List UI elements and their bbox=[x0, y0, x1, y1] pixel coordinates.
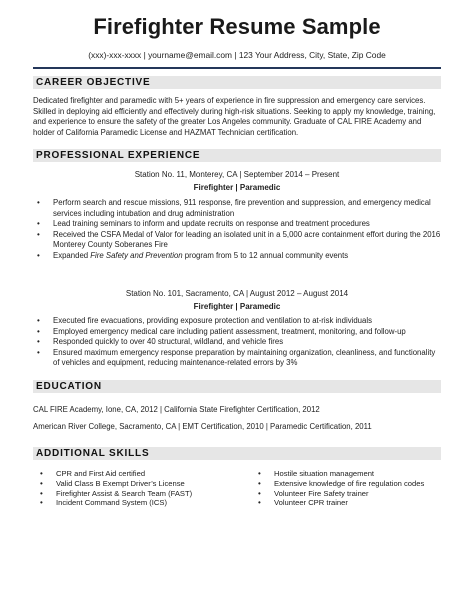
section-title-education: EDUCATION bbox=[36, 381, 102, 392]
skill-item: • Valid Class B Exempt Driver’s License bbox=[40, 479, 192, 489]
skill-item: • CPR and First Aid certified bbox=[40, 469, 192, 479]
job-2-bullets bbox=[37, 316, 441, 369]
list-item: • Executed fire evacuations, providing exposure protection and ventilation to at-risk individuals bbox=[37, 316, 441, 327]
job-1-bullets bbox=[37, 198, 441, 262]
section-header-skills bbox=[33, 447, 441, 460]
education-item-2: American River College, Sacramento, CA | EMT Certification, 2010 | Paramedic Certification, 2011 bbox=[33, 422, 372, 431]
program-name: Fire Safety and Prevention bbox=[90, 250, 183, 260]
section-title-objective: CAREER OBJECTIVE bbox=[36, 77, 151, 88]
section-header-objective bbox=[33, 76, 441, 89]
skill-item: • Hostile situation management bbox=[258, 469, 424, 479]
list-item: • Received the CSFA Medal of Valor for leading an isolated unit in a 5,000 acre containment effort during the 2016 Monterey County Soberanes Fire bbox=[37, 230, 441, 251]
job-1-station: Station No. 11, Monterey, CA | September 2014 – Present bbox=[134, 170, 340, 179]
bullet-text-pre: Expanded bbox=[53, 250, 91, 260]
resume-title: Firefighter Resume Sample bbox=[93, 14, 381, 39]
skill-item: • Volunteer Fire Safety trainer bbox=[258, 489, 424, 499]
skill-item: • Extensive knowledge of fire regulation codes bbox=[258, 479, 424, 489]
job-2-station: Station No. 101, Sacramento, CA | August 2012 – August 2014 bbox=[125, 289, 349, 298]
job-1-role: Firefighter | Paramedic bbox=[193, 183, 281, 192]
bullet-text-post: program from 5 to 12 annual community events bbox=[182, 250, 349, 260]
list-item: • Lead training seminars to inform and update recruits on response and treatment procedures bbox=[37, 219, 441, 230]
skills-right-list bbox=[258, 469, 424, 508]
list-item: • Employed emergency medical care including patient assessment, treatment, monitoring, and follow-up bbox=[37, 327, 441, 338]
objective-text: Dedicated firefighter and paramedic with 5+ years of experience in fire suppression and emergency care services. Skilled in deploying aid efficiently and effectively during high-risk situations. Seeking to apply my knowledge, training, and experience to ensure the safety of the greater Los Angeles community. Graduate of CAL FIRE Academy and holder of California Paramedic License and HAZMAT Technician certification. bbox=[33, 96, 436, 137]
skill-item: • Volunteer CPR trainer bbox=[258, 498, 424, 508]
section-header-experience bbox=[33, 149, 441, 162]
list-item bbox=[37, 251, 441, 262]
section-title-skills: ADDITIONAL SKILLS bbox=[36, 448, 150, 459]
header-divider bbox=[33, 67, 441, 69]
section-header-education bbox=[33, 380, 441, 393]
contact-line: (xxx)-xxx-xxxx | yourname@email.com | 123 Your Address, City, State, Zip Code bbox=[88, 50, 386, 60]
education-item-1: CAL FIRE Academy, Ione, CA, 2012 | California State Firefighter Certification, 2012 bbox=[33, 405, 320, 414]
section-title-experience: PROFESSIONAL EXPERIENCE bbox=[36, 150, 201, 161]
skill-item: • Firefighter Assist & Search Team (FAST) bbox=[40, 489, 192, 499]
job-2-role: Firefighter | Paramedic bbox=[193, 302, 281, 311]
skill-item: • Incident Command System (ICS) bbox=[40, 498, 192, 508]
list-item: • Ensured maximum emergency response preparation by maintaining organization, cleanliness, and functionality of vehicles and equipment, reducing maintenance-related errors by 3% bbox=[37, 348, 441, 369]
skills-left-list bbox=[40, 469, 192, 508]
list-item: • Perform search and rescue missions, 911 response, fire prevention and suppression, and emergency medical services including intubation and drug administration bbox=[37, 198, 441, 219]
list-item: • Responded quickly to over 40 structural, wildland, and vehicle fires bbox=[37, 337, 441, 348]
